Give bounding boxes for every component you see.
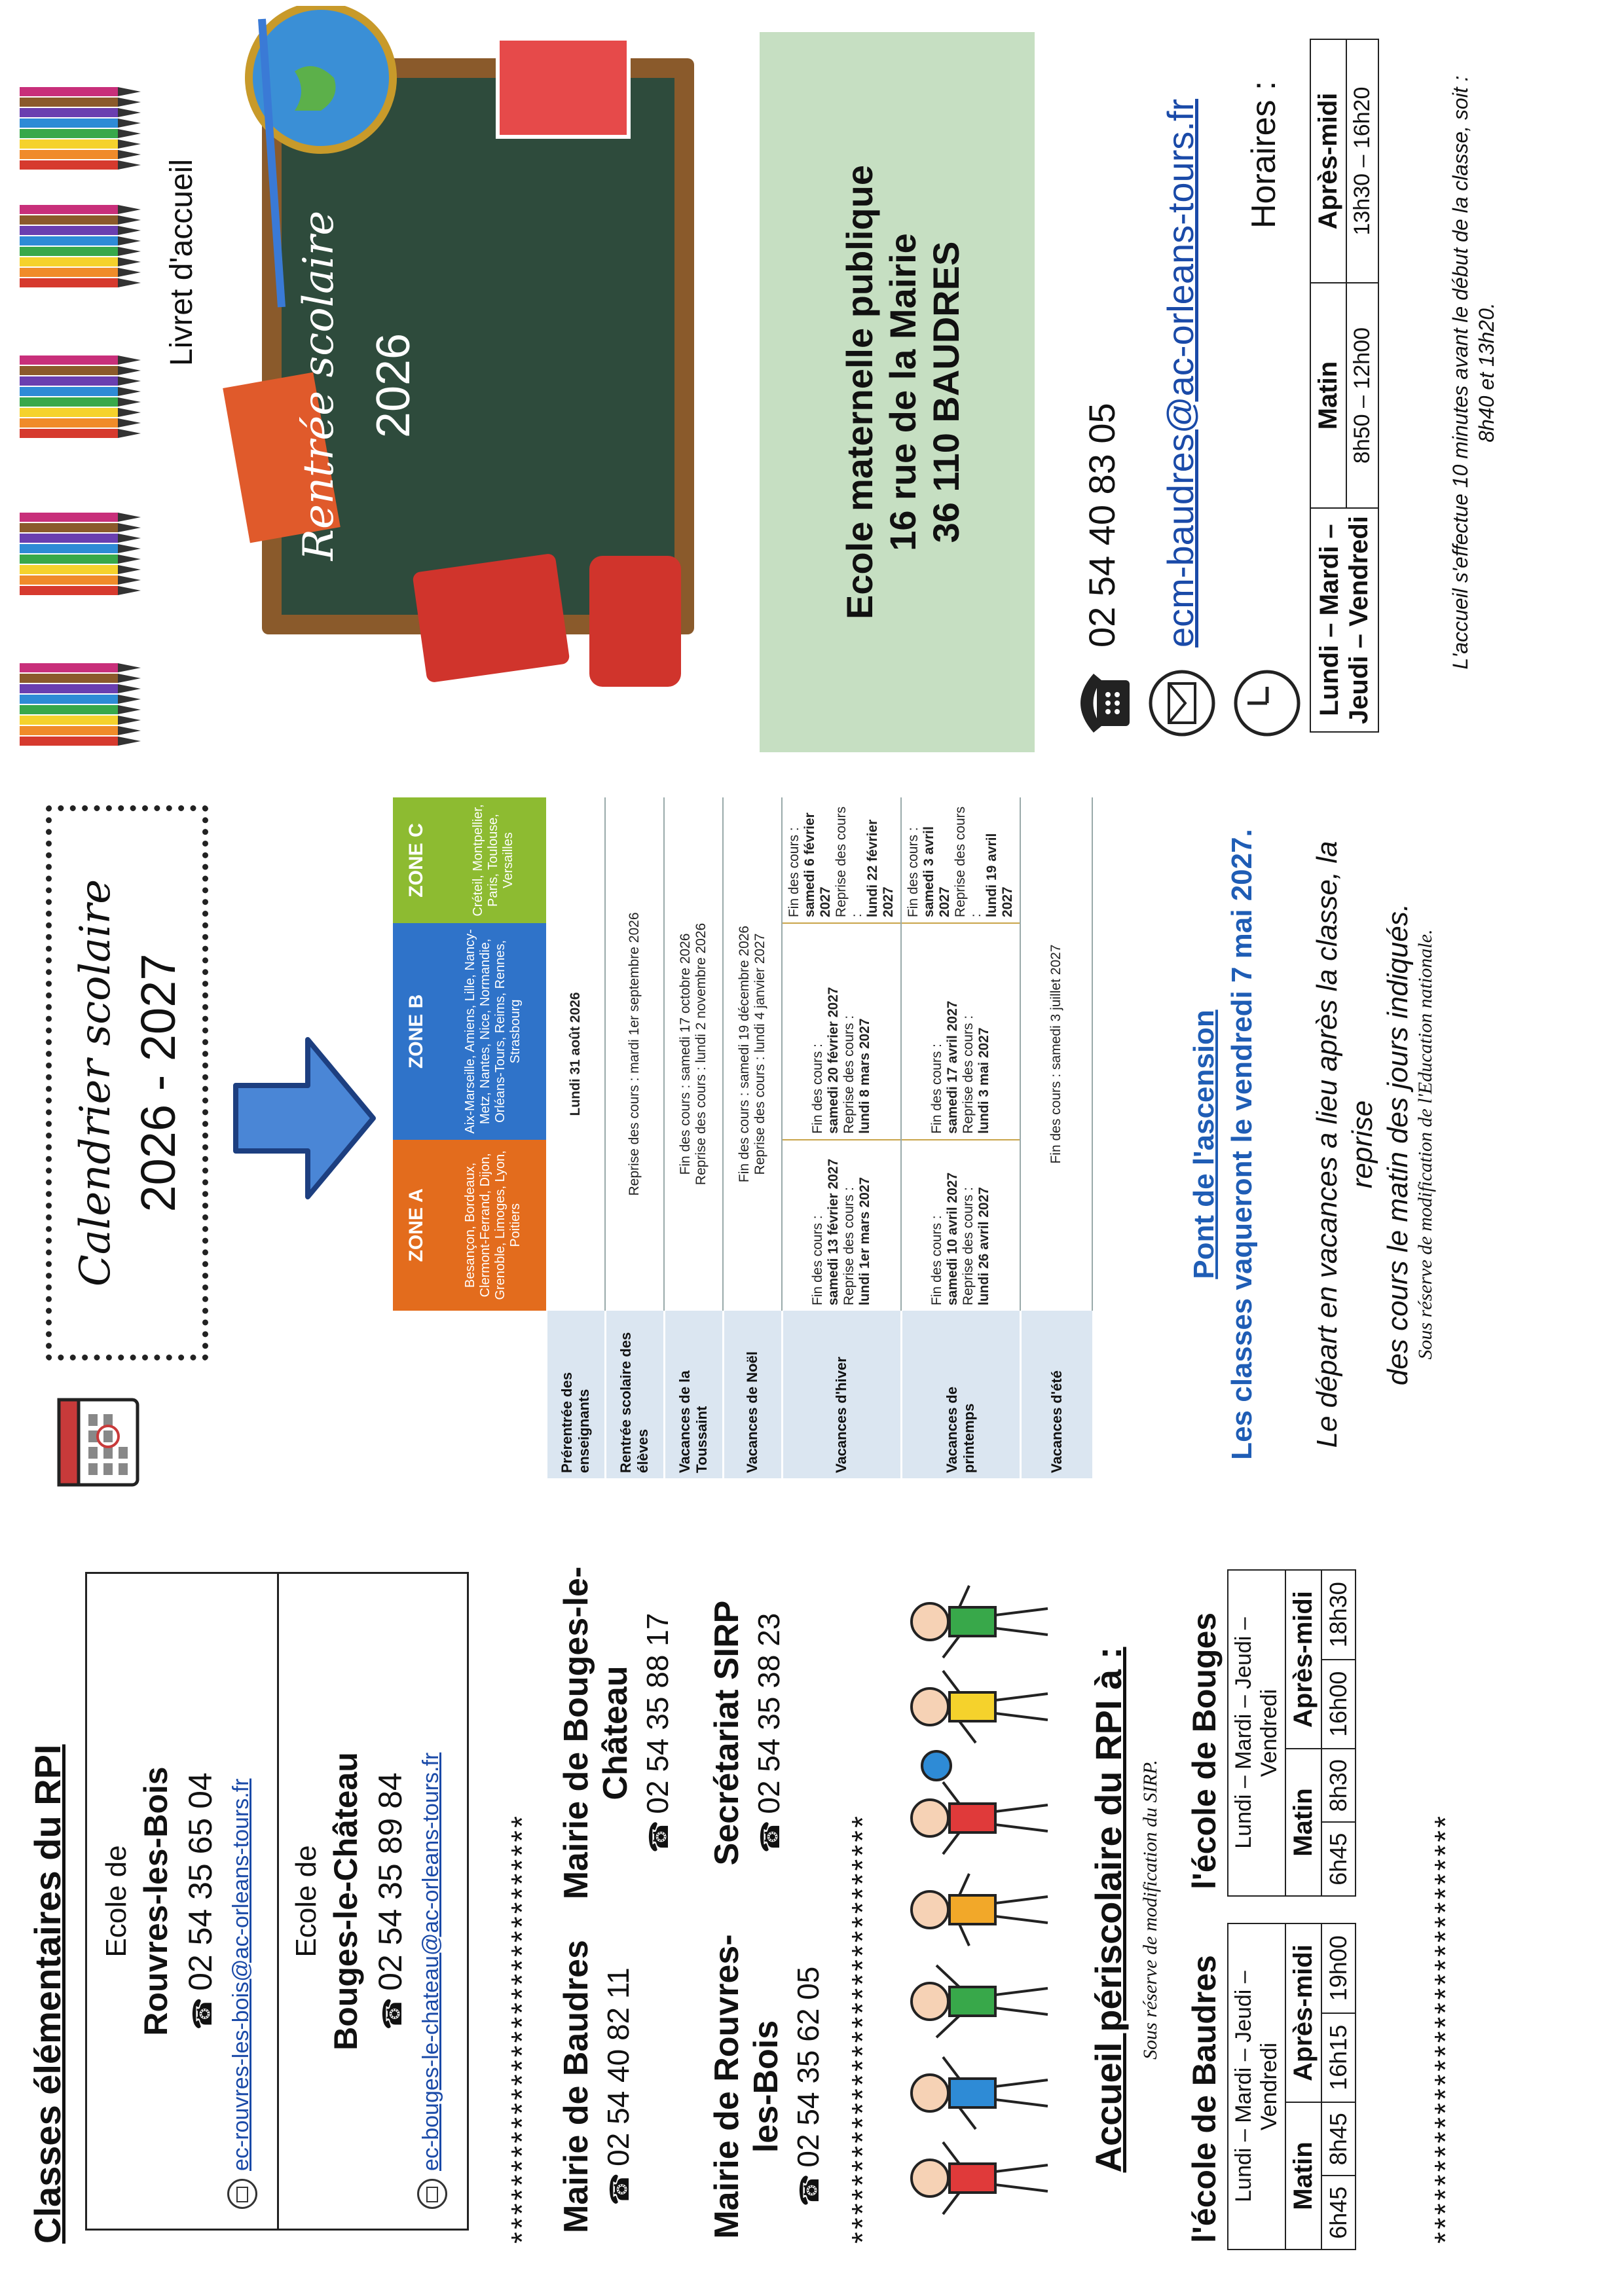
zone-c-cities: Créteil, Montpellier, Paris, Toulouse, Versailles	[440, 797, 546, 923]
row-prerentree: Prérentrée des enseignants	[546, 1311, 605, 1478]
line: lundi 1er mars 2027	[857, 1176, 872, 1305]
school-type: Ecole maternelle publique	[839, 165, 880, 619]
line: lundi 26 avril 2027	[976, 1187, 991, 1305]
line: samedi 20 février 2027	[826, 987, 841, 1134]
telephone-icon: ☎	[645, 1820, 674, 1853]
reserve-note: Sous réserve de modification de l'Education nationale.	[1414, 929, 1436, 1360]
row-toussaint: Vacances de la Toussaint	[664, 1311, 723, 1478]
phone-number: 02 54 35 38 23	[752, 1613, 786, 1814]
matin-value: 8h50 – 12h00	[1346, 283, 1378, 508]
schedule-days: Lundi – Mardi – Jeudi – Vendredi	[1228, 1923, 1285, 2250]
telephone-icon: ☎	[378, 1997, 407, 2030]
line: lundi 8 mars 2027	[857, 1018, 872, 1134]
schedule-days: Lundi – Mardi – Jeudi – Vendredi	[1228, 1570, 1285, 1896]
line: Fin des cours :	[810, 1215, 825, 1305]
board-year: 2026	[367, 333, 420, 439]
zone-c-header: ZONE C	[393, 797, 440, 923]
school-street: 16 rue de la Mairie	[882, 233, 923, 551]
row-noel: Vacances de Noël	[723, 1311, 782, 1478]
apres-header: Après-midi	[1285, 1570, 1321, 1749]
line: Fin des cours :	[929, 1043, 944, 1134]
line: Reprise des cours :	[953, 806, 984, 918]
star-separator: ******************************	[1428, 1813, 1462, 2244]
rpi-title: Classes élémentaires du RPI	[27, 1744, 68, 2244]
matin-header: Matin	[1310, 283, 1346, 508]
mairie-name-2: Château	[597, 1666, 635, 1800]
schedule-school: l'école de Baudres	[1186, 1955, 1223, 2243]
mairie-name: Mairie de Bouges-le-	[557, 1566, 595, 1900]
email-link[interactable]: ec-rouvres-les-bois@ac-orleans-tours.fr	[228, 1778, 253, 2171]
phone-number: 02 54 35 88 17	[640, 1613, 674, 1814]
line: samedi 6 février 2027	[802, 812, 833, 918]
mairie-name: Mairie de Rouvres-	[708, 1934, 746, 2239]
envelope-icon	[227, 2179, 257, 2209]
zone-b-header: ZONE B	[393, 923, 440, 1140]
line: Reprise des cours :	[961, 1015, 976, 1134]
mairie-name: Mairie de Baudres	[557, 1940, 595, 2233]
hiver-zone-b	[782, 923, 901, 1140]
livret-title: Livret d'accueil	[164, 159, 199, 366]
mairie-phone	[638, 1563, 679, 1903]
calendar-title: Calendrier scolaire	[71, 879, 120, 1287]
line: lundi 3 mai 2027	[976, 1027, 991, 1134]
phone-number: 02 54 35 89 84	[372, 1772, 409, 1991]
horaires-label: Horaires :	[1245, 81, 1283, 228]
line: Fin des cours :	[906, 827, 921, 918]
note-line: L'accueil s'effectue 10 minutes avant le début de la classe, soit :	[1449, 75, 1472, 670]
hours-days: Lundi – Mardi – Jeudi – Vendredi	[1310, 508, 1378, 732]
line: samedi 3 avril 2027	[921, 826, 952, 918]
line: Reprise des cours :	[834, 806, 864, 918]
pont-title: Pont de l'ascension	[1188, 1010, 1220, 1279]
time-cell: 6h45	[1321, 2176, 1356, 2250]
time-cell: 8h30	[1321, 1749, 1356, 1823]
panel-calendar	[0, 765, 1624, 1531]
row-printemps: Vacances de printemps	[901, 1311, 1020, 1478]
school-name: Bouges-le-Château	[327, 1752, 364, 2050]
pont-ascension	[1185, 797, 1261, 1491]
line: Reprise des cours :	[961, 1187, 976, 1305]
line: Fin des cours :	[929, 1215, 944, 1305]
line: Reprise des cours :	[841, 1015, 857, 1134]
reprise-cours: Reprise des cours : lundi 4 janvier 2027	[752, 933, 767, 1175]
apres-header: Après-midi	[1285, 1923, 1321, 2102]
mairie-name: Secrétariat SIRP	[708, 1600, 746, 1866]
star-separator: ******************************	[845, 1813, 879, 2244]
line: lundi 22 février 2027	[865, 819, 896, 918]
line: lundi 19 avril 2027	[984, 833, 1015, 918]
schools-box	[85, 1572, 469, 2231]
hiver-zone-a	[782, 1140, 901, 1311]
divider	[277, 1574, 279, 2229]
zone-a-cities: Besançon, Bordeaux, Clermont-Ferrand, Dijon, Grenoble, Limoges, Lyon, Poitiers	[440, 1140, 546, 1311]
line: samedi 17 avril 2027	[945, 1000, 960, 1134]
ete-value: Fin des cours : samedi 3 juillet 2027	[1020, 797, 1092, 1311]
depart-line: des cours le matin des jours indiqués.	[1382, 903, 1414, 1386]
time-cell: 16h15	[1321, 2013, 1356, 2102]
phone-number: 02 54 40 82 11	[601, 1967, 635, 2166]
mairie-baudres	[557, 1916, 640, 2257]
calendar-years: 2026 - 2027	[131, 953, 185, 1212]
periscolaire-note: Sous réserve de modification du SIRP.	[1139, 1760, 1161, 2060]
fin-cours: Fin des cours : samedi 19 décembre 2026	[737, 925, 752, 1183]
schedule-bouges	[1185, 1569, 1356, 1897]
secretariat-sirp	[707, 1563, 790, 1903]
row-hiver: Vacances d'hiver	[782, 1311, 901, 1478]
telephone-icon: ☎	[796, 2174, 824, 2207]
zone-b-cities: Aix-Marseille, Amiens, Lille, Nancy-Metz, Nantes, Nice, Normandie, Orléans-Tours, Reims, Rennes, Strasbourg	[440, 923, 546, 1140]
telephone-icon: ☎	[756, 1820, 785, 1853]
periscolaire-title: Accueil périscolaire du RPI à :	[1088, 1647, 1129, 2173]
time-cell: 8h45	[1321, 2102, 1356, 2176]
calendar-icon	[46, 1393, 144, 1491]
schedule-baudres	[1185, 1923, 1356, 2250]
mairie-phone	[599, 1916, 640, 2257]
school-email[interactable]	[417, 1574, 447, 2229]
line: Fin des cours :	[810, 1043, 825, 1134]
pencils-illustration	[20, 78, 151, 746]
schedule-school: l'école de Bouges	[1186, 1612, 1223, 1889]
row-ete: Vacances d'été	[1020, 1311, 1092, 1478]
prerentree-value: Lundi 31 août 2026	[546, 797, 605, 1311]
children-illustration	[897, 1550, 1074, 2244]
time-cell: 16h00	[1321, 1660, 1356, 1749]
line: Fin des cours :	[786, 827, 802, 918]
hiver-zone-c	[782, 797, 901, 923]
time-cell: 19h00	[1321, 1923, 1356, 2013]
mairie-bouges	[557, 1563, 679, 1903]
school-city: 36 110 BAUDRES	[925, 241, 967, 543]
mairie-name-2: les-Bois	[747, 2020, 785, 2153]
time-cell: 18h30	[1321, 1570, 1356, 1660]
matin-header: Matin	[1285, 2102, 1321, 2250]
phone-number: 02 54 35 65 04	[182, 1772, 219, 1991]
row-rentree: Rentrée scolaire des élèves	[605, 1311, 664, 1478]
school-label: Ecole de	[100, 1845, 132, 1958]
depart-note	[1310, 797, 1416, 1491]
arrow-icon	[229, 1027, 380, 1210]
calendar-title-box	[46, 805, 208, 1360]
note-line: 8h40 et 13h20.	[1475, 302, 1498, 443]
line: Reprise des cours :	[841, 1187, 857, 1305]
mairie-phone	[749, 1563, 790, 1903]
panel-rpi	[0, 1531, 1624, 2296]
fin-cours: Fin des cours : samedi 17 octobre 2026	[678, 933, 693, 1175]
printemps-zone-b	[901, 923, 1020, 1140]
envelope-icon	[417, 2179, 447, 2209]
school-phone: 02 54 40 83 05	[1081, 403, 1122, 647]
email-link[interactable]: ec-bouges-le-chateau@ac-orleans-tours.fr	[418, 1752, 443, 2171]
school-label: Ecole de	[290, 1845, 322, 1958]
school-name: Rouvres-les-Bois	[138, 1766, 174, 2036]
star-separator: ******************************	[505, 1813, 539, 2244]
rentree-value: Reprise des cours : mardi 1er septembre 2026	[605, 797, 664, 1311]
depart-line: Le départ en vacances a lieu après la classe, la reprise	[1311, 841, 1378, 1448]
phone-number: 02 54 35 62 05	[791, 1966, 825, 2168]
school-rouvres	[100, 1574, 257, 2229]
apres-value: 13h30 – 16h20	[1346, 39, 1378, 283]
time-cell: 6h45	[1321, 1823, 1356, 1897]
line: samedi 13 février 2027	[826, 1158, 841, 1305]
email-link[interactable]: ecm-baudres@ac-orleans-tours.fr	[1160, 98, 1201, 647]
printemps-zone-c	[901, 797, 1020, 923]
board-title: Rentrée scolaire	[295, 210, 343, 561]
zones-table	[393, 797, 1093, 1478]
printemps-zone-a	[901, 1140, 1020, 1311]
apres-header: Après-midi	[1310, 39, 1346, 283]
mairie-phone	[788, 1916, 830, 2257]
panel-accueil	[0, 0, 1624, 765]
school-phone	[371, 1574, 409, 2229]
zone-a-header: ZONE A	[393, 1140, 440, 1311]
toussaint-value	[664, 797, 723, 1311]
chalkboard-illustration	[223, 6, 720, 713]
line: samedi 10 avril 2027	[945, 1172, 960, 1305]
telephone-icon: ☎	[606, 2172, 635, 2206]
pont-text: Les classes vaqueront le vendredi 7 mai 2027.	[1226, 829, 1258, 1460]
noel-value	[723, 797, 782, 1311]
matin-header: Matin	[1285, 1749, 1321, 1896]
mairie-rouvres	[707, 1916, 830, 2257]
school-email[interactable]	[227, 1574, 257, 2229]
reprise-cours: Reprise des cours : lundi 2 novembre 2026	[693, 922, 709, 1186]
school-bouges	[290, 1574, 447, 2229]
school-phone	[181, 1574, 219, 2229]
telephone-icon: ☎	[189, 1997, 217, 2030]
